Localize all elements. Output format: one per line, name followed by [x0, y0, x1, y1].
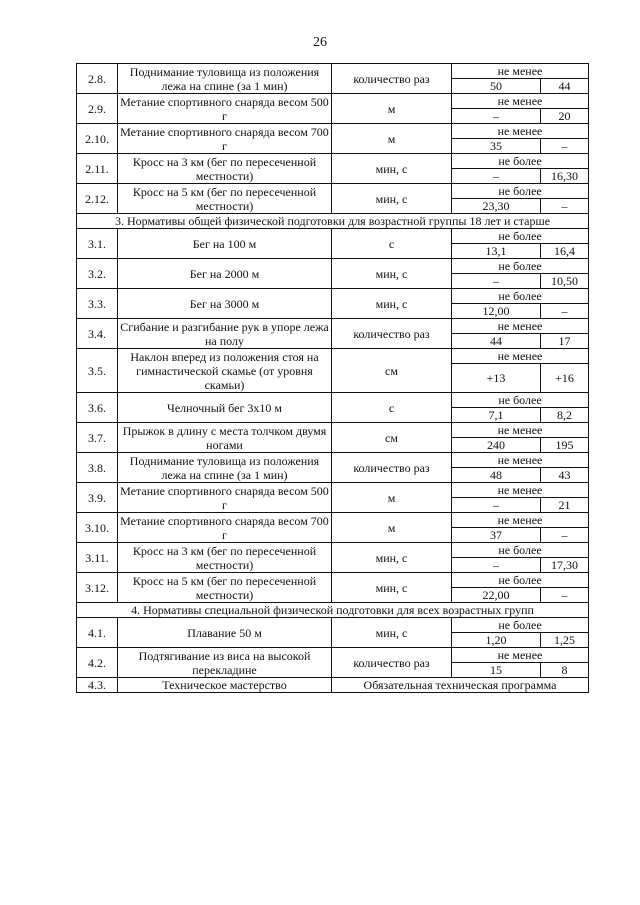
condition-cell: не менее: [452, 124, 589, 139]
table-row: [77, 618, 589, 633]
condition-cell: не более: [452, 154, 589, 169]
value-cell-1: 50: [452, 79, 541, 94]
value-cell-2: 1,25: [541, 633, 589, 648]
value-cell-1: 35: [452, 139, 541, 154]
table-row: [77, 678, 589, 693]
exercise-name: Кросс на 5 км (бег по пересеченной местности): [118, 573, 332, 603]
section-4-title: 4. Нормативы специальной физической подготовки для всех возрастных групп: [77, 603, 589, 618]
section-row: [77, 603, 589, 618]
unit-cell: мин, с: [332, 543, 452, 573]
row-number: 3.6.: [77, 393, 118, 423]
value-cell-1: –: [452, 498, 541, 513]
table-row: [77, 393, 589, 408]
value-cell-1: 48: [452, 468, 541, 483]
value-cell-1: –: [452, 169, 541, 184]
page-number: 26: [313, 35, 327, 50]
table-row: [77, 483, 589, 498]
unit-cell: мин, с: [332, 184, 452, 214]
exercise-name: Подтягивание из виса на высокой перекладине: [118, 648, 332, 678]
table-row: [77, 513, 589, 528]
unit-cell: мин, с: [332, 259, 452, 289]
table-row: [77, 64, 589, 79]
condition-cell: не более: [452, 184, 589, 199]
unit-cell: мин, с: [332, 618, 452, 648]
row-number: 3.11.: [77, 543, 118, 573]
condition-cell: не более: [452, 618, 589, 633]
unit-cell: м: [332, 124, 452, 154]
unit-cell: см: [332, 423, 452, 453]
row-number: 3.5.: [77, 349, 118, 393]
unit-cell: с: [332, 229, 452, 259]
value-cell-1: 1,20: [452, 633, 541, 648]
table-row: [77, 543, 589, 558]
exercise-name: Прыжок в длину с места толчком двумя ногами: [118, 423, 332, 453]
exercise-name: Плавание 50 м: [118, 618, 332, 648]
value-cell-2: 8,2: [541, 408, 589, 423]
value-cell-2: 16,4: [541, 244, 589, 259]
table-row: [77, 94, 589, 109]
value-cell-2: 8: [541, 663, 589, 678]
table-row: [77, 259, 589, 274]
condition-cell: не менее: [452, 483, 589, 498]
table-row: [77, 184, 589, 199]
value-cell-1: +13: [452, 364, 541, 393]
value-cell-1: 44: [452, 334, 541, 349]
unit-cell: с: [332, 393, 452, 423]
table-row: [77, 154, 589, 169]
unit-cell: м: [332, 513, 452, 543]
condition-cell: не более: [452, 229, 589, 244]
value-cell-2: 195: [541, 438, 589, 453]
row-number: 4.3.: [77, 678, 118, 693]
condition-cell: не менее: [452, 513, 589, 528]
table-row: [77, 648, 589, 663]
row-number: 2.10.: [77, 124, 118, 154]
row-number: 3.10.: [77, 513, 118, 543]
condition-cell: не более: [452, 259, 589, 274]
row-number: 2.12.: [77, 184, 118, 214]
condition-cell: не более: [452, 543, 589, 558]
value-cell-1: –: [452, 109, 541, 124]
value-cell-2: –: [541, 528, 589, 543]
unit-cell: м: [332, 483, 452, 513]
exercise-name: Поднимание туловища из положения лежа на спине (за 1 мин): [118, 64, 332, 94]
row-number: 4.1.: [77, 618, 118, 648]
section-3-title: 3. Нормативы общей физической подготовки для возрастной группы 18 лет и старше: [77, 214, 589, 229]
exercise-name: Бег на 2000 м: [118, 259, 332, 289]
unit-cell: м: [332, 94, 452, 124]
exercise-name: Техническое мастерство: [118, 678, 332, 693]
condition-cell: не менее: [452, 349, 589, 364]
row-number: 3.12.: [77, 573, 118, 603]
row-number: 2.11.: [77, 154, 118, 184]
table-row: [77, 423, 589, 438]
value-cell-2: +16: [541, 364, 589, 393]
standards-table: [76, 63, 589, 693]
value-cell-2: –: [541, 139, 589, 154]
table-row: [77, 453, 589, 468]
value-cell-2: 16,30: [541, 169, 589, 184]
condition-cell: не более: [452, 289, 589, 304]
value-cell-1: –: [452, 558, 541, 573]
row-number: 4.2.: [77, 648, 118, 678]
value-cell-1: 23,30: [452, 199, 541, 214]
row-number: 3.9.: [77, 483, 118, 513]
value-cell-1: 13,1: [452, 244, 541, 259]
unit-cell: количество раз: [332, 319, 452, 349]
row-number: 3.8.: [77, 453, 118, 483]
value-cell-2: 43: [541, 468, 589, 483]
row-number: 3.1.: [77, 229, 118, 259]
condition-cell: не менее: [452, 453, 589, 468]
exercise-name: Метание спортивного снаряда весом 500 г: [118, 483, 332, 513]
unit-cell: количество раз: [332, 64, 452, 94]
unit-cell: мин, с: [332, 289, 452, 319]
table-row: [77, 573, 589, 588]
value-cell-2: 21: [541, 498, 589, 513]
exercise-name: Метание спортивного снаряда весом 700 г: [118, 513, 332, 543]
table-row: [77, 229, 589, 244]
condition-cell: не более: [452, 573, 589, 588]
condition-cell: не менее: [452, 319, 589, 334]
value-cell-2: 20: [541, 109, 589, 124]
exercise-name: Бег на 100 м: [118, 229, 332, 259]
value-cell-2: 10,50: [541, 274, 589, 289]
exercise-name: Сгибание и разгибание рук в упоре лежа на полу: [118, 319, 332, 349]
condition-cell: не менее: [452, 423, 589, 438]
row-number: 3.4.: [77, 319, 118, 349]
table-row: [77, 319, 589, 334]
unit-cell: мин, с: [332, 154, 452, 184]
value-cell-2: 17,30: [541, 558, 589, 573]
unit-cell: см: [332, 349, 452, 393]
exercise-name: Метание спортивного снаряда весом 700 г: [118, 124, 332, 154]
condition-cell: не менее: [452, 94, 589, 109]
row-number: 2.9.: [77, 94, 118, 124]
value-cell-1: 15: [452, 663, 541, 678]
exercise-name: Челночный бег 3х10 м: [118, 393, 332, 423]
value-cell-1: 240: [452, 438, 541, 453]
value-cell-2: 44: [541, 79, 589, 94]
row-number: 3.3.: [77, 289, 118, 319]
table-row: [77, 349, 589, 364]
table-row: [77, 124, 589, 139]
section-row: [77, 214, 589, 229]
value-cell-2: –: [541, 304, 589, 319]
table-row: [77, 289, 589, 304]
row-number: 2.8.: [77, 64, 118, 94]
condition-cell: не менее: [452, 648, 589, 663]
value-cell-1: 12,00: [452, 304, 541, 319]
value-cell-1: –: [452, 274, 541, 289]
unit-cell: количество раз: [332, 648, 452, 678]
value-cell-2: 17: [541, 334, 589, 349]
program-cell: Обязательная техническая программа: [332, 678, 589, 693]
exercise-name: Кросс на 5 км (бег по пересеченной местности): [118, 184, 332, 214]
exercise-name: Поднимание туловища из положения лежа на спине (за 1 мин): [118, 453, 332, 483]
exercise-name: Кросс на 3 км (бег по пересеченной местности): [118, 154, 332, 184]
exercise-name: Метание спортивного снаряда весом 500 г: [118, 94, 332, 124]
value-cell-1: 37: [452, 528, 541, 543]
value-cell-1: 22,00: [452, 588, 541, 603]
value-cell-1: 7,1: [452, 408, 541, 423]
exercise-name: Наклон вперед из положения стоя на гимнастической скамье (от уровня скамьи): [118, 349, 332, 393]
row-number: 3.2.: [77, 259, 118, 289]
exercise-name: Бег на 3000 м: [118, 289, 332, 319]
value-cell-2: –: [541, 588, 589, 603]
condition-cell: не более: [452, 393, 589, 408]
unit-cell: мин, с: [332, 573, 452, 603]
value-cell-2: –: [541, 199, 589, 214]
row-number: 3.7.: [77, 423, 118, 453]
condition-cell: не менее: [452, 64, 589, 79]
exercise-name: Кросс на 3 км (бег по пересеченной местности): [118, 543, 332, 573]
unit-cell: количество раз: [332, 453, 452, 483]
